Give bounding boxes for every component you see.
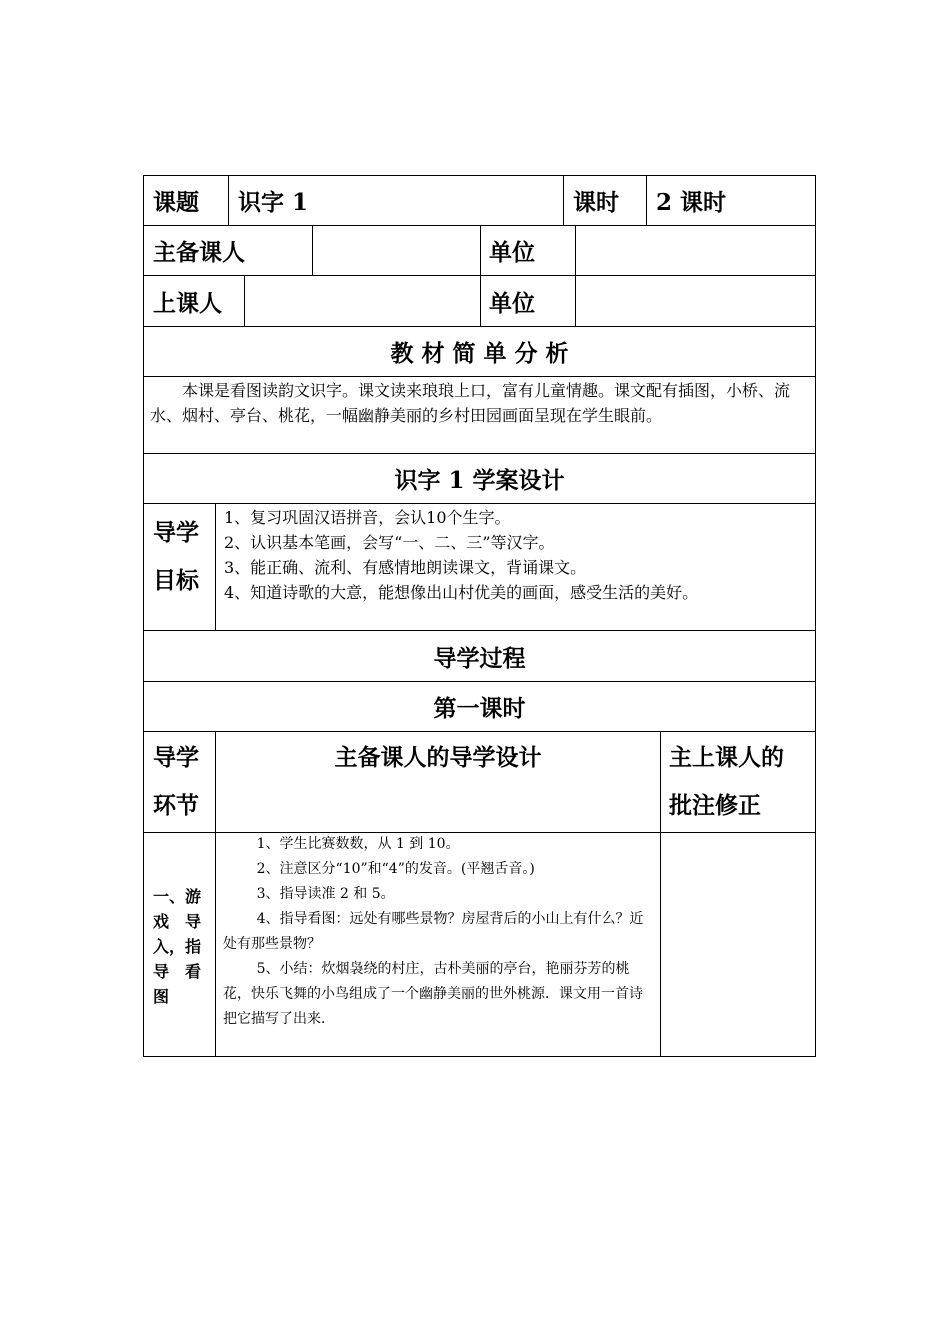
table-rule (228, 175, 229, 226)
teacher-unit-label: 单位 (489, 289, 535, 317)
notes-header-line2: 批注修正 (669, 792, 761, 819)
goal-item: 4、知道诗歌的大意，能想像出山村优美的画面，感受生活的美好。 (224, 583, 699, 602)
table-border-bottom (143, 1056, 816, 1057)
table-rule (312, 225, 313, 276)
table-rule (575, 225, 576, 327)
stage-line: 一、游 (153, 887, 202, 906)
notes-header-line1: 主上课人的 (669, 744, 784, 771)
topic-value: 识字 1 (238, 189, 309, 216)
stage-header (153, 734, 213, 830)
goal-item: 1、复习巩固汉语拼音，会认10个生字。 (224, 508, 511, 527)
step-item: 1、学生比赛数数，从 1 到 10。 (256, 836, 460, 852)
goal-item: 2、认识基本笔画，会写“一、二、三”等汉字。 (224, 533, 555, 552)
topic-label: 课题 (153, 189, 199, 216)
table-rule (143, 376, 816, 377)
stage-header-line2: 环节 (153, 792, 199, 819)
goals-label-line1: 导学 (153, 519, 199, 546)
step-item: 5、小结：炊烟袅绕的村庄，古朴美丽的亭台，艳丽芬芳的桃花，快乐飞舞的小鸟组成了一个幽静美丽的世外桃源．课文用一首诗把它描写了出来． (223, 961, 643, 1027)
table-border-left (143, 175, 144, 1057)
period-value: 2 课时 (656, 189, 727, 216)
table-rule (480, 225, 481, 327)
design-title: 识字 1 学案设计 (394, 467, 565, 494)
stage-cell (153, 884, 209, 1009)
stage-line: 入，指 (153, 937, 202, 956)
stage-line: 戏 导 (153, 912, 202, 931)
step-item: 4、指导看图：远处有哪些景物？房屋背后的小山上有什么？近处有那些景物？ (223, 911, 644, 952)
steps-cell (223, 832, 655, 1032)
table-rule (646, 175, 647, 226)
teacher-label: 上课人 (153, 289, 222, 317)
preparer-unit-label: 单位 (489, 239, 535, 266)
goals-label-line2: 目标 (153, 567, 199, 594)
table-border-right (815, 175, 816, 1057)
lesson-title: 第一课时 (433, 695, 526, 722)
step-item: 3、指导读准 2 和 5。 (256, 886, 395, 902)
table-rule (143, 503, 816, 504)
process-title: 导学过程 (433, 644, 526, 672)
preparer-value (318, 226, 476, 275)
preparer-label: 主备课人 (153, 239, 245, 266)
table-rule (143, 731, 816, 732)
step-item: 2、注意区分“10”和“4”的发音。(平翘舌音。) (256, 861, 535, 877)
goal-item: 3、能正确、流利、有感情地朗读课文，背诵课文。 (224, 558, 587, 577)
period-label: 课时 (573, 189, 619, 216)
goals-label (153, 509, 213, 605)
design-header: 主备课人的导学设计 (334, 744, 542, 771)
preparer-unit-value (585, 226, 811, 275)
analysis-text: 本课是看图读韵文识字。课文读来琅琅上口，富有儿童情趣。课文配有插图，小桥、流水、烟村、亭台、桃花，一幅幽静美丽的乡村田园画面呈现在学生眼前。 (150, 381, 791, 425)
table-rule (215, 503, 216, 631)
teacher-value (254, 276, 476, 326)
teacher-unit-value (585, 276, 811, 326)
analysis-title: 教 材 简 单 分 析 (390, 340, 569, 367)
stage-header-line1: 导学 (153, 744, 199, 771)
goals-list (224, 505, 812, 605)
notes-header (669, 734, 814, 830)
stage-line: 图 (153, 987, 170, 1006)
table-rule (244, 275, 245, 327)
table-rule (660, 731, 661, 1057)
stage-line: 导 看 (153, 962, 202, 981)
table-rule (563, 175, 564, 226)
